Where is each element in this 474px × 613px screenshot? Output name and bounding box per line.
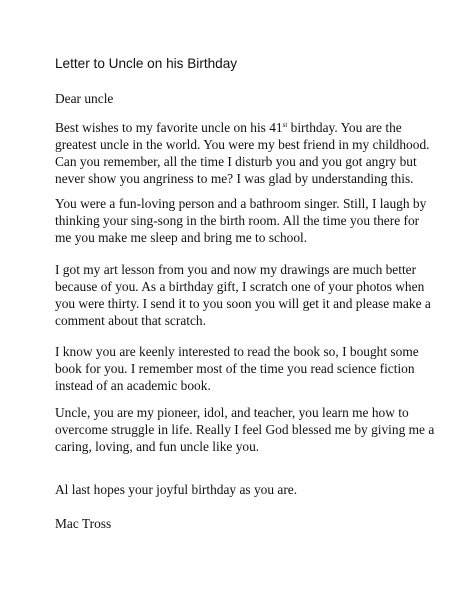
paragraph-line: overcome struggle in life. Really I feel God blessed me by giving me a xyxy=(55,422,435,437)
paragraph-line: instead of an academic book. xyxy=(55,378,211,393)
ordinal-suffix: st xyxy=(282,121,288,129)
paragraph-line: caring, loving, and fun uncle like you. xyxy=(55,439,260,454)
paragraph-line: Best wishes to my favorite uncle on his 41st birthday. You are the xyxy=(55,120,402,135)
paragraph-birthday-wishes xyxy=(55,119,435,187)
paragraph-book-gift xyxy=(55,343,435,394)
paragraph-line: because of you. As a birthday gift, I scratch one of your photos when xyxy=(55,279,425,294)
paragraph-line: book for you. I remember most of the time you read science fiction xyxy=(55,361,415,376)
paragraph-fun-loving xyxy=(55,195,435,246)
salutation: Dear uncle xyxy=(55,91,114,106)
paragraph-line: you were thirty. I send it to you soon you will get it and please make a xyxy=(55,296,431,311)
paragraph-line: Al last hopes your joyful birthday as you are. xyxy=(55,482,298,497)
signature: Mac Tross xyxy=(55,516,112,531)
paragraph-art-lesson xyxy=(55,261,435,329)
paragraph-line: Uncle, you are my pioneer, idol, and teacher, you learn me how to xyxy=(55,405,409,420)
paragraph-pioneer xyxy=(55,404,435,455)
paragraph-line: thinking your sing-song in the birth room. All the time you there for xyxy=(55,213,420,228)
paragraph-line: comment about that scratch. xyxy=(55,313,206,328)
paragraph-line: never show you angriness to me? I was glad by understanding this. xyxy=(55,171,414,186)
paragraph-line: greatest uncle in the world. You were my best friend in my childhood. xyxy=(55,137,430,152)
paragraph-line: me you make me sleep and bring me to school. xyxy=(55,230,308,245)
paragraph-line: You were a fun-loving person and a bathroom singer. Still, I laugh by xyxy=(55,196,427,211)
paragraph-line: I got my art lesson from you and now my drawings are much better xyxy=(55,262,417,277)
letter-title: Letter to Uncle on his Birthday xyxy=(55,56,238,71)
paragraph-closing xyxy=(55,481,435,498)
paragraph-line: Can you remember, all the time I disturb you and you got angry but xyxy=(55,154,417,169)
paragraph-line: I know you are keenly interested to read the book so, I bought some xyxy=(55,344,419,359)
